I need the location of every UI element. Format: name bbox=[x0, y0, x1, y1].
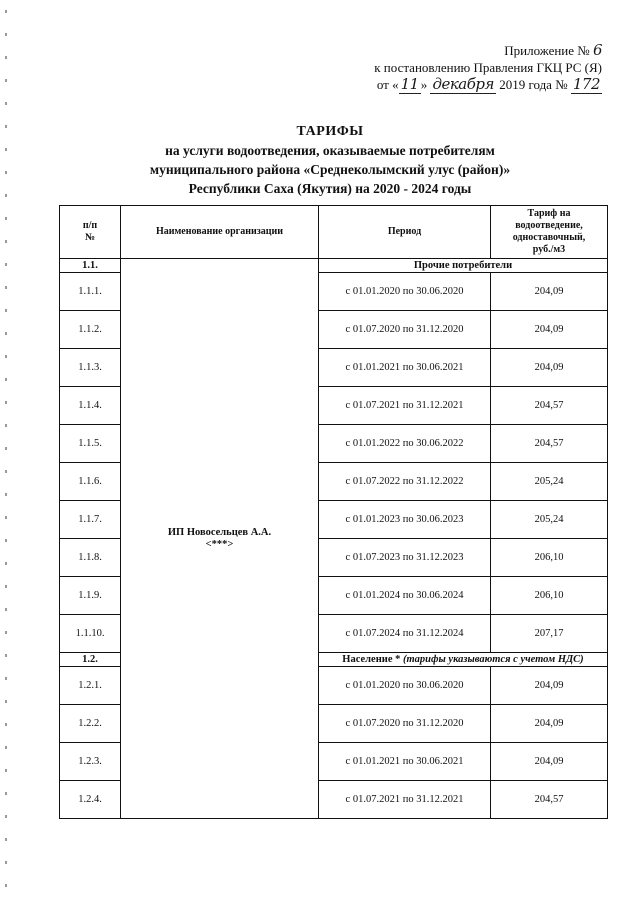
scan-dash bbox=[5, 631, 7, 634]
row-period: с 01.01.2021 по 30.06.2021 bbox=[319, 743, 491, 781]
appendix-header bbox=[272, 42, 602, 93]
header-tariff-line-3: одноставочный, bbox=[512, 232, 586, 243]
section-label bbox=[319, 653, 608, 667]
row-num: 1.1.5. bbox=[60, 425, 121, 463]
row-period: с 01.07.2023 по 31.12.2023 bbox=[319, 539, 491, 577]
scan-dash bbox=[5, 700, 7, 703]
row-num: 1.1.2. bbox=[60, 311, 121, 349]
date-prefix: от « bbox=[376, 77, 399, 92]
scan-dash bbox=[5, 792, 7, 795]
row-tariff: 204,09 bbox=[491, 705, 608, 743]
header-period: Период bbox=[319, 206, 491, 259]
header-num-line-2: № bbox=[84, 232, 96, 243]
scan-dash bbox=[5, 608, 7, 611]
scan-dash bbox=[5, 585, 7, 588]
scan-dash bbox=[5, 355, 7, 358]
appendix-line bbox=[272, 42, 602, 59]
scan-dash bbox=[5, 286, 7, 289]
row-tariff: 204,09 bbox=[491, 311, 608, 349]
row-num: 1.1.7. bbox=[60, 501, 121, 539]
section-num: 1.2. bbox=[60, 653, 121, 667]
row-tariff: 204,57 bbox=[491, 387, 608, 425]
row-period: с 01.07.2024 по 31.12.2024 bbox=[319, 615, 491, 653]
date-line bbox=[272, 76, 602, 93]
scan-dash bbox=[5, 378, 7, 381]
row-num: 1.2.1. bbox=[60, 667, 121, 705]
scan-dash bbox=[5, 240, 7, 243]
row-period: с 01.01.2020 по 30.06.2020 bbox=[319, 667, 491, 705]
section-label-note: (тарифы указываются с учетом НДС) bbox=[402, 653, 584, 665]
scan-dash bbox=[5, 493, 7, 496]
scan-dash bbox=[5, 217, 7, 220]
scan-dash bbox=[5, 861, 7, 864]
scan-dash bbox=[5, 516, 7, 519]
scan-dash bbox=[5, 102, 7, 105]
row-num: 1.1.8. bbox=[60, 539, 121, 577]
row-period: с 01.01.2024 по 30.06.2024 bbox=[319, 577, 491, 615]
scan-dash bbox=[5, 309, 7, 312]
scan-dash bbox=[5, 884, 7, 887]
row-period: с 01.01.2023 по 30.06.2023 bbox=[319, 501, 491, 539]
appendix-label: Приложение № bbox=[504, 43, 590, 58]
date-year-text: 2019 года № bbox=[499, 77, 568, 92]
title-line-2: на услуги водоотведения, оказываемые потребителям bbox=[165, 143, 495, 158]
scan-edge-artifact bbox=[2, 0, 12, 905]
row-num: 1.1.10. bbox=[60, 615, 121, 653]
scan-dash bbox=[5, 815, 7, 818]
title-line-1: ТАРИФЫ bbox=[296, 124, 364, 139]
scan-dash bbox=[5, 723, 7, 726]
row-tariff: 204,57 bbox=[491, 425, 608, 463]
row-period: с 01.07.2020 по 31.12.2020 bbox=[319, 311, 491, 349]
title-line-4: Республики Саха (Якутия) на 2020 - 2024 годы bbox=[188, 181, 472, 196]
organization-name: ИП Новосельцев А.А. bbox=[167, 526, 272, 538]
header-tariff bbox=[491, 206, 608, 259]
scan-dash bbox=[5, 171, 7, 174]
row-tariff: 204,09 bbox=[491, 667, 608, 705]
section-row bbox=[60, 259, 608, 273]
header-tariff-line-4: руб./м3 bbox=[532, 244, 566, 255]
title-line-3: муниципального района «Среднеколымский улус (район)» bbox=[149, 162, 511, 177]
row-period: с 01.07.2021 по 31.12.2021 bbox=[319, 781, 491, 819]
row-num: 1.1.3. bbox=[60, 349, 121, 387]
row-period: с 01.01.2021 по 30.06.2021 bbox=[319, 349, 491, 387]
row-tariff: 206,10 bbox=[491, 577, 608, 615]
scan-dash bbox=[5, 562, 7, 565]
scan-dash bbox=[5, 33, 7, 36]
row-num: 1.2.2. bbox=[60, 705, 121, 743]
scan-dash bbox=[5, 447, 7, 450]
row-num: 1.1.6. bbox=[60, 463, 121, 501]
row-period: с 01.01.2022 по 30.06.2022 bbox=[319, 425, 491, 463]
row-period: с 01.07.2020 по 31.12.2020 bbox=[319, 705, 491, 743]
row-num: 1.1.1. bbox=[60, 273, 121, 311]
scan-dash bbox=[5, 10, 7, 13]
section-label-main: Население * bbox=[342, 653, 401, 665]
scan-dash bbox=[5, 470, 7, 473]
header-num-line-1: п/п bbox=[82, 220, 98, 231]
scan-dash bbox=[5, 401, 7, 404]
row-num: 1.2.4. bbox=[60, 781, 121, 819]
scan-dash bbox=[5, 194, 7, 197]
appendix-number: 6 bbox=[592, 41, 602, 59]
row-num: 1.2.3. bbox=[60, 743, 121, 781]
scan-dash bbox=[5, 677, 7, 680]
organization-note: <***> bbox=[205, 538, 234, 550]
row-tariff: 204,09 bbox=[491, 273, 608, 311]
scan-dash bbox=[5, 654, 7, 657]
row-tariff: 204,57 bbox=[491, 781, 608, 819]
section-label: Прочие потребители bbox=[319, 259, 608, 273]
resolution-line bbox=[272, 59, 602, 76]
row-num: 1.1.9. bbox=[60, 577, 121, 615]
date-mid: » bbox=[420, 77, 428, 92]
document-title bbox=[110, 122, 550, 198]
table-header-row bbox=[60, 206, 608, 259]
scan-dash bbox=[5, 79, 7, 82]
date-day: 11 bbox=[400, 75, 419, 93]
scan-dash bbox=[5, 424, 7, 427]
row-period: с 01.07.2021 по 31.12.2021 bbox=[319, 387, 491, 425]
scan-dash bbox=[5, 148, 7, 151]
scan-dash bbox=[5, 746, 7, 749]
row-tariff: 207,17 bbox=[491, 615, 608, 653]
scan-dash bbox=[5, 838, 7, 841]
tariff-table bbox=[59, 205, 608, 819]
row-period: с 01.07.2022 по 31.12.2022 bbox=[319, 463, 491, 501]
header-tariff-line-1: Тариф на bbox=[527, 208, 571, 219]
organization-cell bbox=[121, 259, 319, 819]
resolution-number: 172 bbox=[572, 75, 600, 93]
header-org: Наименование организации bbox=[121, 206, 319, 259]
header-tariff-line-2: водоотведение, bbox=[515, 220, 583, 231]
date-month: декабря bbox=[432, 75, 494, 93]
resolution-text: к постановлению Правления ГКЦ РС (Я) bbox=[374, 60, 602, 75]
section-num: 1.1. bbox=[60, 259, 121, 273]
scan-dash bbox=[5, 263, 7, 266]
row-num: 1.1.4. bbox=[60, 387, 121, 425]
row-tariff: 204,09 bbox=[491, 349, 608, 387]
row-period: с 01.01.2020 по 30.06.2020 bbox=[319, 273, 491, 311]
header-num bbox=[60, 206, 121, 259]
scan-dash bbox=[5, 56, 7, 59]
scan-dash bbox=[5, 769, 7, 772]
row-tariff: 205,24 bbox=[491, 501, 608, 539]
scan-dash bbox=[5, 332, 7, 335]
row-tariff: 205,24 bbox=[491, 463, 608, 501]
scan-dash bbox=[5, 125, 7, 128]
row-tariff: 206,10 bbox=[491, 539, 608, 577]
row-tariff: 204,09 bbox=[491, 743, 608, 781]
scan-dash bbox=[5, 539, 7, 542]
